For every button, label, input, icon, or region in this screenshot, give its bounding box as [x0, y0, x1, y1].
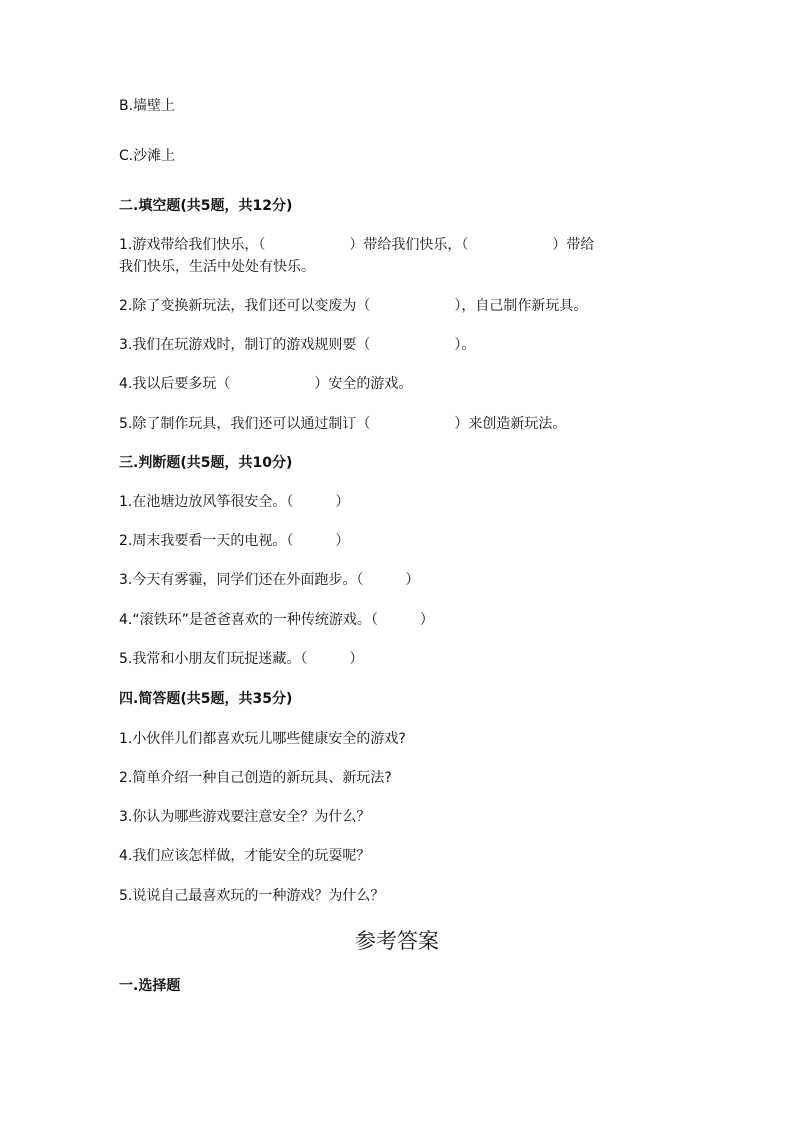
judge-question-1: 1.在池塘边放风筝很安全。（ ） [119, 494, 350, 510]
short-section-title: 四.简答题(共5题，共35分) [119, 691, 293, 707]
short-question-5: 5.说说自己最喜欢玩的一种游戏？为什么？ [119, 888, 385, 904]
short-question-4: 4.我们应该怎样做，才能安全的玩耍呢？ [119, 848, 371, 864]
judge-question-4: 4.“滚铁环”是爸爸喜欢的一种传统游戏。（ ） [119, 612, 434, 628]
judge-section-title: 三.判断题(共5题，共10分) [119, 455, 293, 471]
fill-question-5: 5.除了制作玩具，我们还可以通过制订（ ）来创造新玩法。 [119, 416, 567, 432]
judge-question-5: 5.我常和小朋友们玩捉迷藏。（ ） [119, 651, 364, 667]
answer-key-title: 参考答案 [355, 929, 439, 953]
fill-question-1-line-2: 我们快乐，生活中处处有快乐。 [119, 259, 315, 275]
judge-question-3: 3.今天有雾霾，同学们还在外面跑步。（ ） [119, 572, 420, 588]
short-question-1: 1.小伙伴儿们都喜欢玩儿哪些健康安全的游戏? [119, 731, 406, 747]
fill-section-title: 二.填空题(共5题，共12分) [119, 198, 293, 214]
fill-question-4: 4.我以后要多玩（ ）安全的游戏。 [119, 376, 413, 392]
option-c: C.沙滩上 [119, 148, 176, 164]
option-b: B.墙壁上 [119, 98, 176, 114]
fill-question-2: 2.除了变换新玩法，我们还可以变废为（ ），自己制作新玩具。 [119, 298, 588, 314]
short-question-2: 2.简单介绍一种自己创造的新玩具、新玩法? [119, 770, 392, 786]
short-question-3: 3.你认为哪些游戏要注意安全？为什么？ [119, 809, 371, 825]
fill-question-3: 3.我们在玩游戏时，制订的游戏规则要（ ）。 [119, 337, 476, 353]
judge-question-2: 2.周末我要看一天的电视。（ ） [119, 533, 350, 549]
answer-section-1-title: 一.选择题 [119, 978, 181, 994]
fill-question-1-line-1: 1.游戏带给我们快乐，（ ）带给我们快乐，（ ）带给 [119, 237, 595, 253]
